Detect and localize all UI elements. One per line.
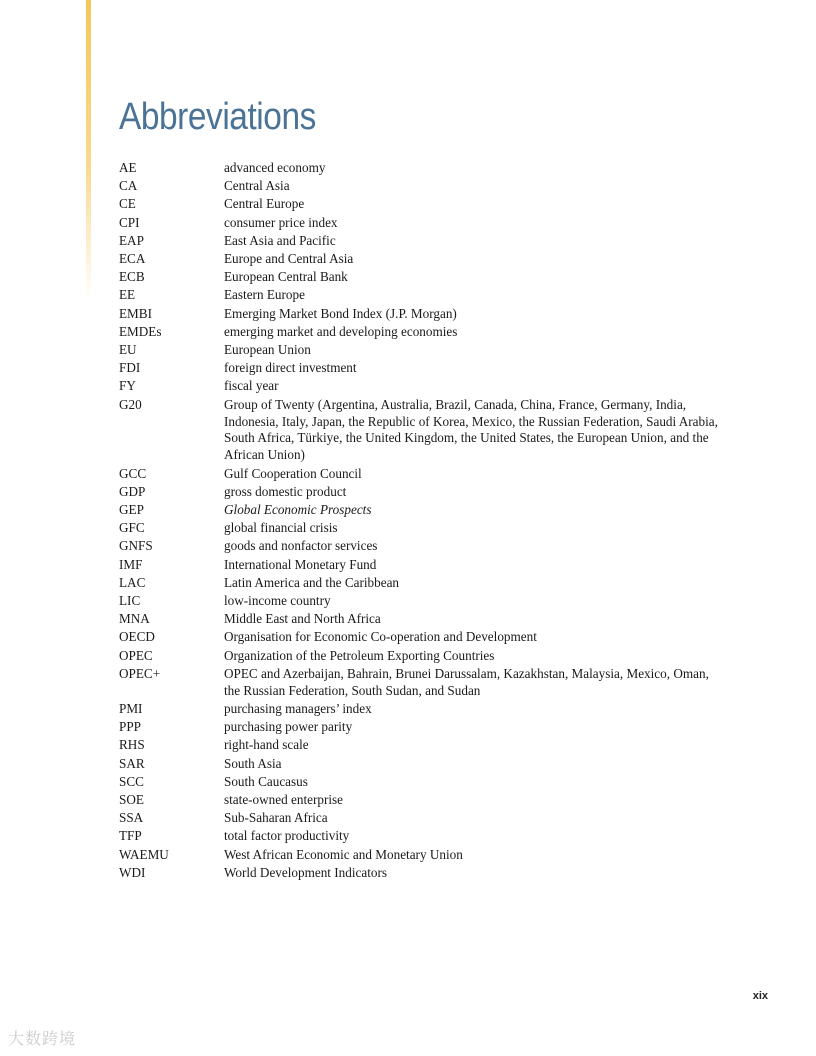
abbreviation-row (119, 557, 719, 574)
abbreviation-term: WAEMU (119, 846, 169, 862)
abbreviation-definition: foreign direct investment (224, 360, 357, 376)
abbreviation-row (119, 629, 719, 646)
abbreviation-row (119, 810, 719, 827)
abbreviation-definition: World Development Indicators (224, 864, 388, 880)
abbreviation-row (119, 360, 719, 377)
abbreviation-row (119, 178, 719, 195)
abbreviation-definition: West African Economic and Monetary Union (224, 846, 463, 862)
abbreviation-row (119, 737, 719, 754)
abbreviation-term: GCC (119, 465, 147, 481)
abbreviation-row (119, 306, 719, 323)
abbreviation-row (119, 324, 719, 341)
abbreviation-definition: fiscal year (224, 378, 279, 394)
abbreviation-row (119, 251, 719, 268)
abbreviation-row (119, 828, 719, 845)
abbreviation-row (119, 342, 719, 359)
abbreviation-term: CPI (119, 214, 140, 230)
abbreviation-definition: Europe and Central Asia (224, 251, 354, 267)
abbreviation-row (119, 648, 719, 665)
abbreviation-term: EMBI (119, 305, 152, 321)
abbreviation-term: GFC (119, 520, 145, 536)
abbreviation-term: OECD (119, 629, 155, 645)
accent-bar (86, 0, 91, 300)
abbreviation-row (119, 196, 719, 213)
abbreviation-definition: consumer price index (224, 214, 338, 230)
abbreviation-term: TFP (119, 828, 142, 844)
abbreviation-row (119, 233, 719, 250)
abbreviation-term: OPEC (119, 647, 153, 663)
abbreviation-definition: Sub-Saharan Africa (224, 810, 328, 826)
abbreviation-term: LIC (119, 592, 141, 608)
abbreviation-definition: Global Economic Prospects (224, 501, 372, 517)
abbreviation-term: SOE (119, 791, 144, 807)
watermark-logo (8, 1026, 76, 1049)
abbreviation-row (119, 160, 719, 177)
abbreviation-row (119, 756, 719, 773)
abbreviation-term: ECA (119, 251, 146, 267)
abbreviation-term: FDI (119, 360, 141, 376)
abbreviation-term: CA (119, 178, 138, 194)
abbreviation-definition: East Asia and Pacific (224, 232, 336, 248)
abbreviation-definition: Latin America and the Caribbean (224, 574, 400, 590)
abbreviation-row (119, 397, 719, 465)
abbreviation-term: CE (119, 196, 136, 212)
abbreviation-list (119, 160, 719, 883)
abbreviation-definition: Group of Twenty (Argentina, Australia, Brazil, Canada, China, France, Germany, India, Indonesia, Italy, Japan, the Republic of Korea, Mexico, the Russian Federation, Saudi Arabia, South Africa, Türkiye, the United Kingdom, the United States, the European Union, and the African Union) (224, 396, 718, 463)
abbreviation-definition: International Monetary Fund (224, 556, 377, 572)
abbreviation-term: WDI (119, 864, 146, 880)
abbreviation-row (119, 484, 719, 501)
abbreviation-term: OPEC+ (119, 665, 161, 681)
abbreviation-definition: Central Europe (224, 196, 305, 212)
abbreviation-definition: advanced economy (224, 160, 326, 175)
abbreviation-row (119, 215, 719, 232)
abbreviation-definition: Emerging Market Bond Index (J.P. Morgan) (224, 305, 457, 321)
abbreviation-row (119, 774, 719, 791)
abbreviation-definition: total factor productivity (224, 828, 350, 844)
abbreviation-term: GDP (119, 483, 146, 499)
abbreviation-row (119, 269, 719, 286)
abbreviation-term: EMDEs (119, 323, 162, 339)
abbreviation-definition: Gulf Cooperation Council (224, 465, 362, 481)
abbreviation-definition: South Caucasus (224, 773, 308, 789)
abbreviation-term: EE (119, 287, 136, 303)
abbreviation-definition: right-hand scale (224, 737, 309, 753)
abbreviation-definition: Eastern Europe (224, 287, 305, 303)
abbreviation-row (119, 520, 719, 537)
abbreviation-term: GEP (119, 501, 144, 517)
abbreviation-term: PPP (119, 719, 142, 735)
abbreviation-row (119, 666, 719, 700)
abbreviation-row (119, 593, 719, 610)
abbreviation-term: RHS (119, 737, 145, 753)
abbreviation-term: ECB (119, 269, 145, 285)
abbreviation-definition: state-owned enterprise (224, 791, 344, 807)
abbreviation-definition: low-income country (224, 592, 331, 608)
abbreviation-definition: emerging market and developing economies (224, 323, 458, 339)
abbreviation-row (119, 287, 719, 304)
abbreviation-row (119, 538, 719, 555)
abbreviation-term: PMI (119, 700, 143, 716)
abbreviation-row (119, 466, 719, 483)
abbreviation-term: EAP (119, 232, 144, 248)
abbreviation-row (119, 502, 719, 519)
abbreviation-definition: purchasing managers’ index (224, 700, 372, 716)
abbreviation-row (119, 865, 719, 882)
abbreviation-row (119, 611, 719, 628)
abbreviation-definition: global financial crisis (224, 520, 338, 536)
abbreviation-definition: Organization of the Petroleum Exporting Countries (224, 647, 495, 663)
abbreviation-term: SCC (119, 773, 144, 789)
abbreviation-term: AE (119, 160, 137, 175)
abbreviation-definition: European Union (224, 342, 311, 358)
abbreviation-definition: goods and nonfactor services (224, 538, 378, 554)
abbreviation-term: MNA (119, 611, 150, 627)
abbreviation-term: IMF (119, 556, 143, 572)
abbreviation-term: GNFS (119, 538, 153, 554)
abbreviation-row (119, 378, 719, 395)
abbreviation-definition: gross domestic product (224, 483, 347, 499)
abbreviation-term: LAC (119, 574, 146, 590)
abbreviation-row (119, 847, 719, 864)
abbreviation-definition: South Asia (224, 755, 282, 771)
abbreviation-definition: OPEC and Azerbaijan, Bahrain, Brunei Darussalam, Kazakhstan, Malaysia, Mexico, Oman, the Russian Federation, South Sudan, and Sudan (224, 665, 709, 698)
abbreviation-term: EU (119, 342, 137, 358)
abbreviation-term: FY (119, 378, 136, 394)
abbreviation-term: SAR (119, 755, 145, 771)
page-number: xix (752, 990, 768, 1002)
page-title: Abbreviations (119, 96, 316, 138)
abbreviation-definition: Central Asia (224, 178, 290, 194)
abbreviation-definition: purchasing power parity (224, 719, 353, 735)
abbreviation-definition: European Central Bank (224, 269, 348, 285)
abbreviation-row (119, 575, 719, 592)
abbreviation-row (119, 701, 719, 718)
abbreviation-row (119, 792, 719, 809)
abbreviation-definition: Middle East and North Africa (224, 611, 381, 627)
watermark-text: 大数跨境 (8, 1029, 77, 1048)
abbreviation-term: SSA (119, 810, 144, 826)
abbreviation-definition: Organisation for Economic Co-operation and Development (224, 629, 537, 645)
abbreviation-row (119, 719, 719, 736)
abbreviation-term: G20 (119, 396, 142, 412)
